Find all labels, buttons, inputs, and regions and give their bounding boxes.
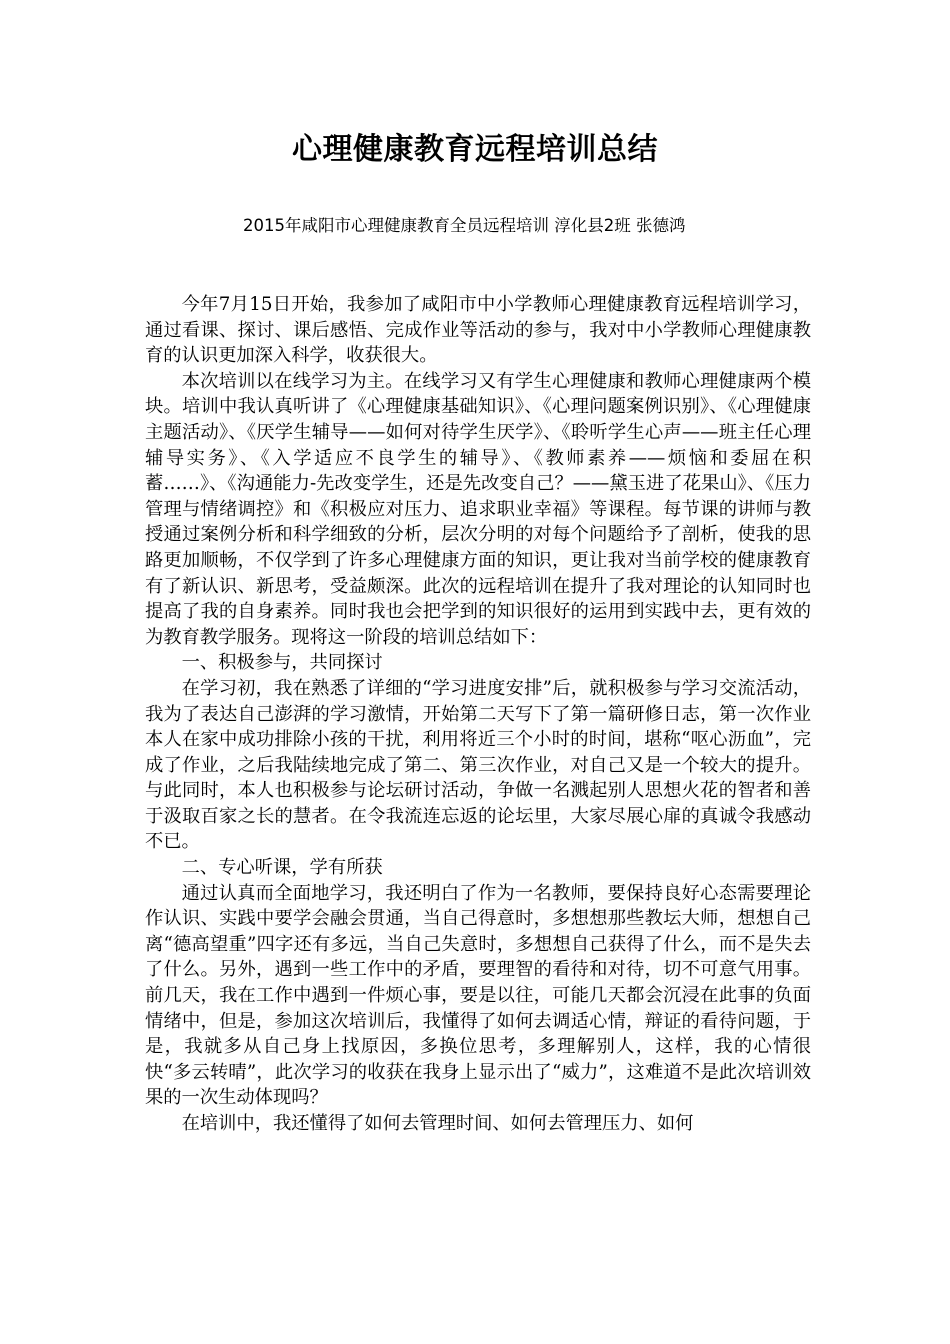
- author-byline: 2015年咸阳市心理健康教育全员远程培训 淳化县2班 张德鸿: [243, 216, 686, 235]
- paragraph-overview: 本次培训以在线学习为主。在线学习又有学生心理健康和教师心理健康两个模块。培训中我认真听讲了《心理健康基础知识》、《心理问题案例识别》、《心理健康主题活动》、《厌学生辅导——如何对待学生厌学》、《聆听学生心声——班主任心理辅导实务》、《入学适应不良学生的辅导》、《教师素养——烦恼和委屈在积蓄……》、《沟通能力-先改变学生，还是先改变自己？——黛玉进了花果山》、《压力管理与情绪调控》和《积极应对压力、追求职业幸福》等课程。每节课的讲师与教授通过案例分析和科学细致的分析，层次分明的对每个问题给予了剖析，使我的思路更加顺畅，不仅学到了许多心理健康方面的知识，更让我对当前学校的健康教育有了新认识、新思考，受益颇深。此次的远程培训在提升了我对理论的认知同时也提高了我的自身素养。同时我也会把学到的知识很好的运用到实践中去，更有效的为教育教学服务。现将这一阶段的培训总结如下：: [145, 370, 811, 648]
- document-title: 心理健康教育远程培训总结: [292, 132, 658, 167]
- section-heading-1: 一、积极参与，共同探讨: [181, 652, 383, 674]
- paragraph-section-2: 通过认真而全面地学习，我还明白了作为一名教师，要保持良好心态需要理论作认识、实践中要学会融会贯通，当自己得意时，多想想那些教坛大师，想想自己离“德高望重”四字还有多远，当自己失意时，多想想自己获得了什么，而不是失去了什么。另外，遇到一些工作中的矛盾，要理智的看待和对待，切不可意气用事。前几天，我在工作中遇到一件烦心事，要是以往，可能几天都会沉浸在此事的负面情绪中，但是，参加这次培训后，我懂得了如何去调适心情，辩证的看待问题，于是，我就多从自己身上找原因，多换位思考，多理解别人，这样，我的心情很快“多云转晴”，此次学习的收获在我身上显示出了“威力”，这难道不是此次培训效果的一次生动体现吗？: [145, 882, 811, 1109]
- paragraph-continued: 在培训中，我还懂得了如何去管理时间、如何去管理压力、如何: [181, 1113, 694, 1134]
- section-heading-2: 二、专心听课，学有所获: [181, 857, 383, 879]
- document-body: [145, 292, 811, 1137]
- paragraph-section-1: 在学习初，我在熟悉了详细的“学习进度安排”后，就积极参与学习交流活动，我为了表达自己澎湃的学习激情，开始第二天写下了第一篇研修日志，第一次作业本人在家中成功排除小孩的干扰，利用将近三个小时的时间，堪称“呕心沥血”，完成了作业，之后我陆续地完成了第二、第三次作业，对自己又是一个较大的提升。与此同时，本人也积极参与论坛研讨活动，争做一名溅起别人思想火花的智者和善于汲取百家之长的慧者。在令我流连忘返的论坛里，大家尽展心扉的真诚令我感动不已。: [145, 677, 811, 853]
- paragraph-intro: 今年7月15日开始，我参加了咸阳市中小学教师心理健康教育远程培训学习，通过看课、探讨、课后感悟、完成作业等活动的参与，我对中小学教师心理健康教育的认识更加深入科学，收获很大。: [145, 294, 811, 367]
